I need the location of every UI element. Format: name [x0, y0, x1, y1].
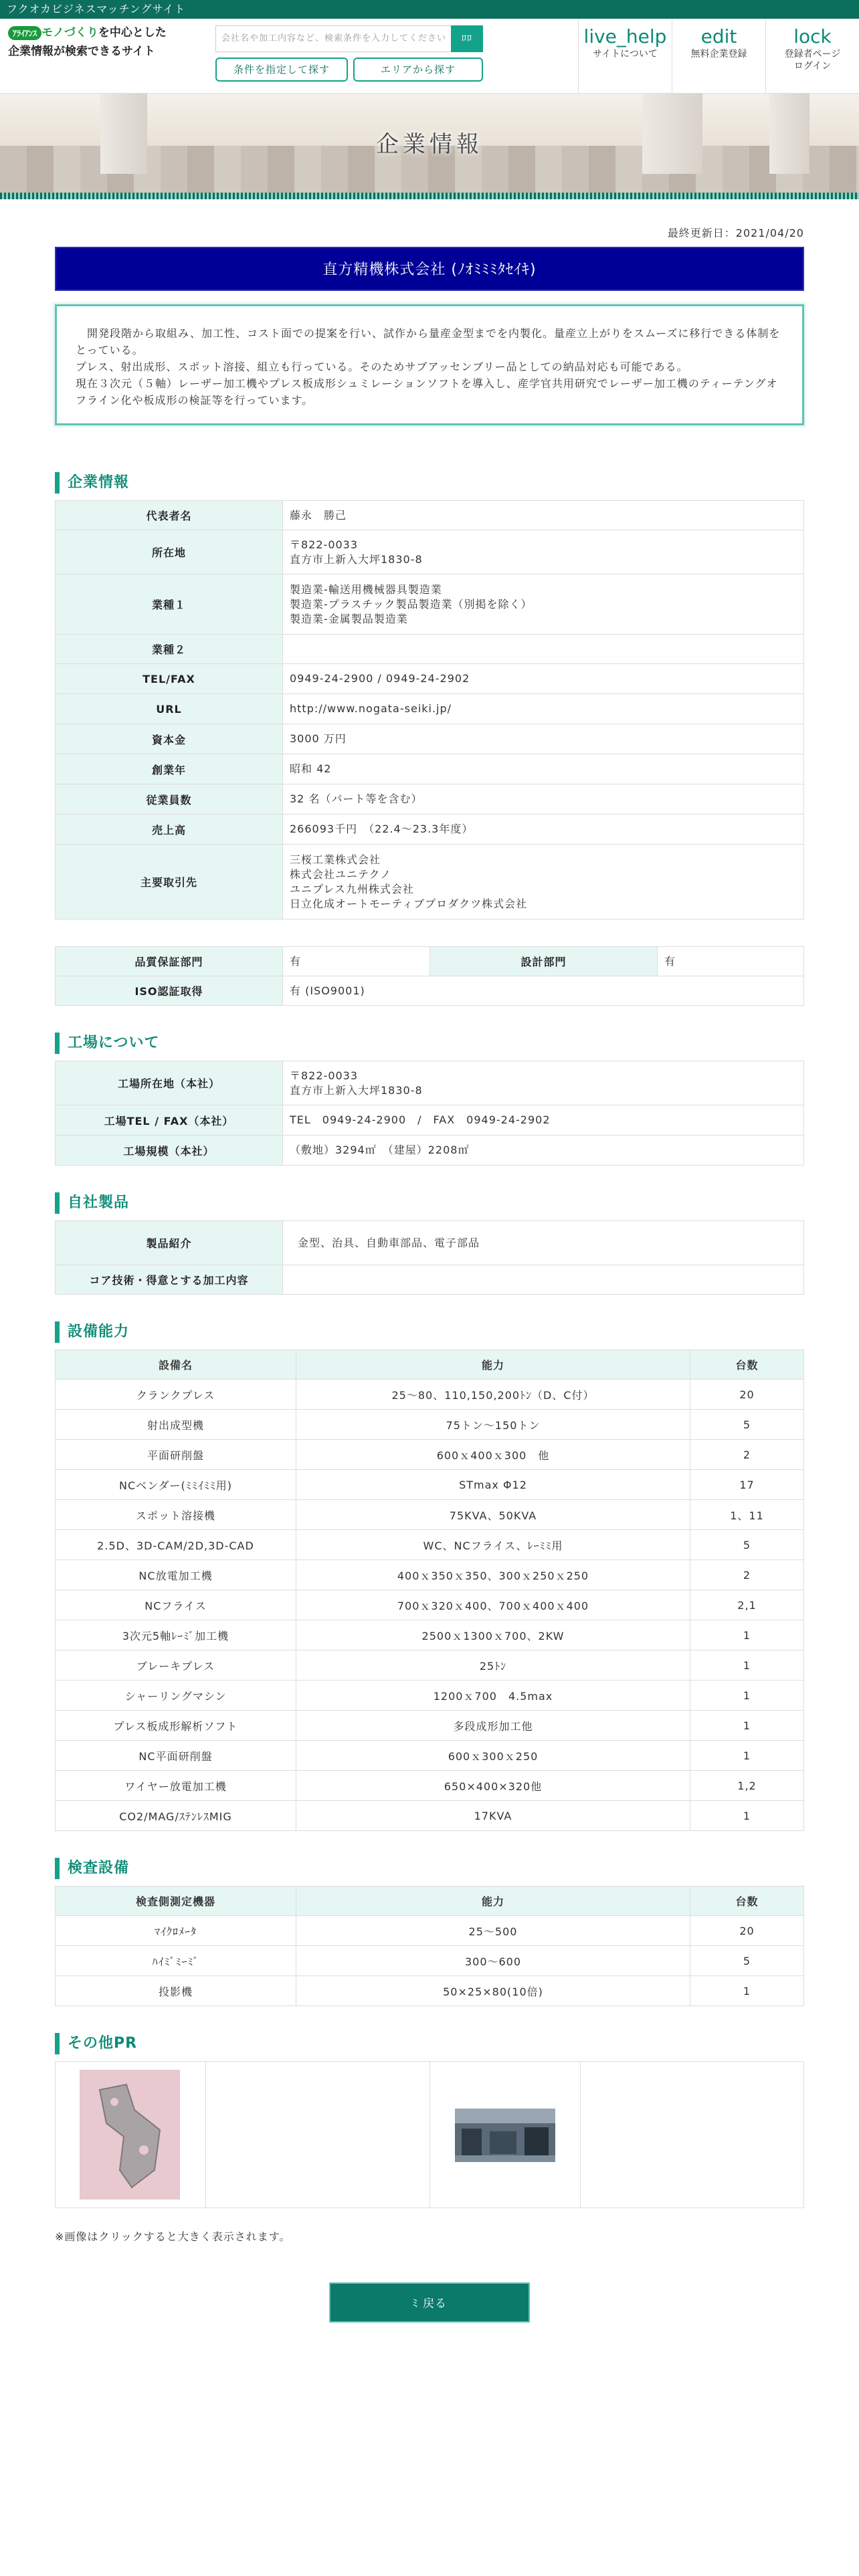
search-button[interactable]: ﾛﾛ	[451, 25, 483, 52]
row-value: 有	[658, 947, 804, 976]
row-label: 所在地	[56, 530, 283, 574]
search-input[interactable]: 会社名や加工内容など、検索条件を入力してください	[215, 25, 451, 52]
table-row	[56, 1620, 804, 1650]
table-row	[56, 1410, 804, 1440]
cell-name: 投影機	[56, 1976, 296, 2006]
table-row	[56, 1380, 804, 1410]
cell-capacity: 2500ｘ1300ｘ700、2KW	[296, 1620, 690, 1650]
table-row	[56, 976, 804, 1006]
cell-name: プレス板成形解析ソフト	[56, 1711, 296, 1741]
cell-count: 5	[690, 1946, 804, 1976]
cell-capacity: 25ﾄﾝ	[296, 1650, 690, 1681]
row-value: （敷地）3294㎡ （建屋）2208㎡	[283, 1136, 804, 1166]
table-row	[56, 1265, 804, 1295]
cell-name: ブレーキプレス	[56, 1650, 296, 1681]
table-row	[56, 530, 804, 574]
page-title: 企業情報	[376, 131, 483, 158]
nav-login-label: 登録者ページ ログイン	[784, 49, 841, 72]
section-heading-equipment: 設備能力	[55, 1321, 804, 1343]
column-header: 能力	[296, 1350, 690, 1380]
lock-icon: lock	[793, 25, 832, 47]
cell-count: 1、11	[690, 1500, 804, 1530]
logo-text-2: 企業情報が検索できるサイト	[8, 44, 155, 58]
table-row	[56, 1916, 804, 1946]
table-row	[56, 947, 804, 976]
cell-capacity: 600ｘ400ｘ300 他	[296, 1440, 690, 1470]
row-value: 三桜工業株式会社 株式会社ユニテクノ ユニプレス九州株式会社 日立化成オートモーティブプロダクツ株式会社	[283, 845, 804, 920]
row-value: 3000 万円	[283, 724, 804, 754]
nav-register[interactable]	[672, 19, 765, 94]
pr-text: プレス、射出成形、スポット溶接、組立も行っている。そのためサブアッセンブリー品としての納品対応も可能である。	[76, 360, 688, 373]
row-value: 〒822-0033 直方市上新入大坪1830-8	[283, 530, 804, 574]
search-by-condition-button[interactable]: 条件を指定して探す	[215, 58, 348, 82]
pr-image-gallery	[55, 2061, 804, 2208]
factory-photo[interactable]	[455, 2109, 555, 2162]
table-row	[56, 784, 804, 815]
table-row	[56, 1681, 804, 1711]
row-value: 昭和 42	[283, 754, 804, 784]
row-label: コア技術・得意とする加工内容	[56, 1265, 283, 1295]
cell-capacity: 300～600	[296, 1946, 690, 1976]
row-label: 工場規模（本社）	[56, 1136, 283, 1166]
cell-name: ﾏｲｸﾛﾒｰﾀ	[56, 1916, 296, 1946]
cell-capacity: 25～80、110,150,200ﾄﾝ（D、C付）	[296, 1380, 690, 1410]
column-header: 能力	[296, 1887, 690, 1916]
nav-about-label: サイトについて	[593, 49, 658, 60]
cell-name: スポット溶接機	[56, 1500, 296, 1530]
row-label: ISO認証取得	[56, 976, 283, 1006]
cell-name: ﾊｲﾐﾞﾐｰﾐﾞ	[56, 1946, 296, 1976]
cell-capacity: 75KVA、50KVA	[296, 1500, 690, 1530]
table-row	[56, 501, 804, 530]
row-value: 32 名（パート等を含む）	[283, 784, 804, 815]
logo[interactable]	[8, 23, 209, 70]
table-row	[56, 1946, 804, 1976]
cell-name: シャーリングマシン	[56, 1681, 296, 1711]
quality-table	[55, 946, 804, 1006]
table-row	[56, 1560, 804, 1590]
row-value	[283, 635, 804, 664]
table-row	[56, 1801, 804, 1831]
cell-name: 射出成型機	[56, 1410, 296, 1440]
row-label: 資本金	[56, 724, 283, 754]
cell-count: 5	[690, 1530, 804, 1560]
table-row	[56, 1650, 804, 1681]
pr-text: 開発段階から取組み、加工性、コスト面での提案を行い、試作から量産金型までを内製化。量産立上がりをスムーズに移行できる体制をとっている。	[76, 327, 781, 356]
pr-box	[55, 304, 804, 425]
cell-count: 1	[690, 1650, 804, 1681]
column-header: 検査側測定機器	[56, 1887, 296, 1916]
pr-image-cell	[206, 2062, 430, 2208]
row-label: 業種２	[56, 635, 283, 664]
logo-badge: ｱﾗｲｱﾝｽ	[8, 26, 41, 40]
help-icon: live_help	[583, 25, 667, 47]
cell-count: 2	[690, 1440, 804, 1470]
company-name: 直方精機株式会社 (ﾉｵﾐﾐﾐﾀｾｲｷ)	[55, 247, 804, 291]
nav-about[interactable]	[578, 19, 672, 94]
section-heading-company: 企業情報	[55, 472, 804, 494]
row-label: 業種１	[56, 574, 283, 635]
row-label: 従業員数	[56, 784, 283, 815]
pr-text: 現在３次元（５軸）レーザー加工機やプレス板成形シュミレーションソフトを導入し、産学官共用研究でレーザー加工機のティーテングオフライン化や板成形の検証等を行っています。	[76, 377, 778, 407]
nav-login[interactable]	[765, 19, 859, 94]
site-title-bar	[0, 0, 859, 19]
table-row	[56, 664, 804, 694]
logo-text-1a: モノづくり	[41, 26, 98, 39]
header-nav	[578, 19, 859, 94]
company-info-table	[55, 500, 804, 920]
cell-count: 1	[690, 1741, 804, 1771]
row-value: 〒822-0033 直方市上新入大坪1830-8	[283, 1061, 804, 1105]
table-row	[56, 754, 804, 784]
table-row	[56, 815, 804, 845]
cell-count: 1	[690, 1711, 804, 1741]
site-title: フクオカビジネスマッチングサイト	[7, 3, 186, 15]
row-value: TEL 0949-24-2900 / FAX 0949-24-2902	[283, 1105, 804, 1136]
cell-capacity: WC、NCフライス、ﾚｰﾐﾐ用	[296, 1530, 690, 1560]
cell-capacity: 600ｘ300ｘ250	[296, 1741, 690, 1771]
cell-capacity: 400ｘ350ｘ350、300ｘ250ｘ250	[296, 1560, 690, 1590]
inspection-table	[55, 1886, 804, 2006]
cell-name: ワイヤー放電加工機	[56, 1771, 296, 1801]
table-row	[56, 1976, 804, 2006]
cell-count: 2,1	[690, 1590, 804, 1620]
table-row	[56, 1741, 804, 1771]
section-heading-products: 自社製品	[55, 1192, 804, 1214]
table-row	[56, 724, 804, 754]
table-row	[56, 1771, 804, 1801]
table-row	[56, 1590, 804, 1620]
row-label: TEL/FAX	[56, 664, 283, 694]
table-row	[56, 574, 804, 635]
table-row	[56, 635, 804, 664]
row-value: 金型、治具、自動車部品、電子部品	[283, 1221, 804, 1265]
hero-banner	[0, 94, 859, 199]
row-value: 266093千円 （22.4～23.3年度）	[283, 815, 804, 845]
cell-count: 1	[690, 1681, 804, 1711]
factory-table	[55, 1061, 804, 1166]
cell-name: NC平面研削盤	[56, 1741, 296, 1771]
row-value	[283, 1265, 804, 1295]
cell-name: クランクプレス	[56, 1380, 296, 1410]
cell-count: 1	[690, 1976, 804, 2006]
search-box	[215, 25, 483, 52]
nav-register-label: 無料企業登録	[690, 49, 747, 60]
pr-image-cell[interactable]	[430, 2062, 581, 2208]
cell-capacity: 25～500	[296, 1916, 690, 1946]
table-row	[56, 845, 804, 920]
cell-capacity: 多段成形加工他	[296, 1711, 690, 1741]
cell-capacity: 700ｘ320ｘ400、700ｘ400ｘ400	[296, 1590, 690, 1620]
section-heading-other-pr: その他PR	[55, 2033, 804, 2054]
pr-image-cell[interactable]	[56, 2062, 206, 2208]
table-row	[56, 1061, 804, 1105]
table-row	[56, 1530, 804, 1560]
cell-name: CO2/MAG/ｽﾃﾝﾚｽMIG	[56, 1801, 296, 1831]
table-row	[56, 1470, 804, 1500]
table-row	[56, 1105, 804, 1136]
table-row	[56, 1711, 804, 1741]
main-content	[55, 199, 804, 2323]
cell-capacity: 1200ｘ700 4.5max	[296, 1681, 690, 1711]
row-value: 製造業-輸送用機械器具製造業 製造業-プラスチック製品製造業（別掲を除く） 製造業-金属製品製造業	[283, 574, 804, 635]
product-table	[55, 1220, 804, 1295]
cell-capacity: 17KVA	[296, 1801, 690, 1831]
cell-count: 20	[690, 1380, 804, 1410]
column-header: 台数	[690, 1350, 804, 1380]
row-label: 創業年	[56, 754, 283, 784]
row-label: 工場TEL / FAX（本社）	[56, 1105, 283, 1136]
row-value: 藤永 勝己	[283, 501, 804, 530]
cell-count: 20	[690, 1916, 804, 1946]
row-label: 代表者名	[56, 501, 283, 530]
table-row	[56, 694, 804, 724]
cell-count: 1	[690, 1620, 804, 1650]
row-value: 0949-24-2900 / 0949-24-2902	[283, 664, 804, 694]
metal-part-photo[interactable]	[80, 2070, 180, 2199]
equipment-table	[55, 1350, 804, 1831]
cell-name: NC放電加工機	[56, 1560, 296, 1590]
cell-name: 3次元5軸ﾚｰﾐﾞ加工機	[56, 1620, 296, 1650]
url-link[interactable]: http://www.nogata-seiki.jp/	[283, 694, 804, 724]
row-label: 品質保証部門	[56, 947, 283, 976]
row-label: 製品紹介	[56, 1221, 283, 1265]
row-label: 設計部門	[430, 947, 658, 976]
cell-capacity: 75トン～150トン	[296, 1410, 690, 1440]
row-value: 有	[283, 947, 430, 976]
cell-name: NCベンダー(ﾐﾐｲﾐﾐ用)	[56, 1470, 296, 1500]
table-header-row	[56, 1887, 804, 1916]
cell-name: NCフライス	[56, 1590, 296, 1620]
cell-capacity: 650×400×320他	[296, 1771, 690, 1801]
row-label: 主要取引先	[56, 845, 283, 920]
cell-count: 2	[690, 1560, 804, 1590]
cell-capacity: STmax Φ12	[296, 1470, 690, 1500]
row-label: 工場所在地（本社）	[56, 1061, 283, 1105]
table-row	[56, 1136, 804, 1166]
section-heading-factory: 工場について	[55, 1033, 804, 1054]
last-updated: 最終更新日：2021/04/20	[667, 227, 804, 239]
hero-stripe	[0, 193, 859, 199]
search-by-area-button[interactable]: エリアから探す	[353, 58, 483, 82]
table-row	[56, 1221, 804, 1265]
cell-name: 2.5D、3D-CAM/2D,3D-CAD	[56, 1530, 296, 1560]
table-row	[56, 1500, 804, 1530]
pr-image-cell	[581, 2062, 803, 2208]
image-note: ※画像はクリックすると大きく表示されます。	[55, 2230, 291, 2243]
row-label: 売上高	[56, 815, 283, 845]
cell-count: 17	[690, 1470, 804, 1500]
header	[0, 19, 859, 94]
logo-text-1b: を中心とした	[98, 26, 167, 39]
column-header: 設備名	[56, 1350, 296, 1380]
cell-name: 平面研削盤	[56, 1440, 296, 1470]
row-value: 有 (ISO9001)	[283, 976, 804, 1006]
cell-count: 1	[690, 1801, 804, 1831]
table-header-row	[56, 1350, 804, 1380]
back-button[interactable]: ﾐ 戻る	[329, 2282, 530, 2323]
cell-capacity: 50×25×80(10倍)	[296, 1976, 690, 2006]
cell-count: 5	[690, 1410, 804, 1440]
table-row	[56, 1440, 804, 1470]
edit-icon: edit	[700, 25, 737, 47]
row-label: URL	[56, 694, 283, 724]
cell-count: 1,2	[690, 1771, 804, 1801]
section-heading-inspection: 検査設備	[55, 1858, 804, 1879]
column-header: 台数	[690, 1887, 804, 1916]
